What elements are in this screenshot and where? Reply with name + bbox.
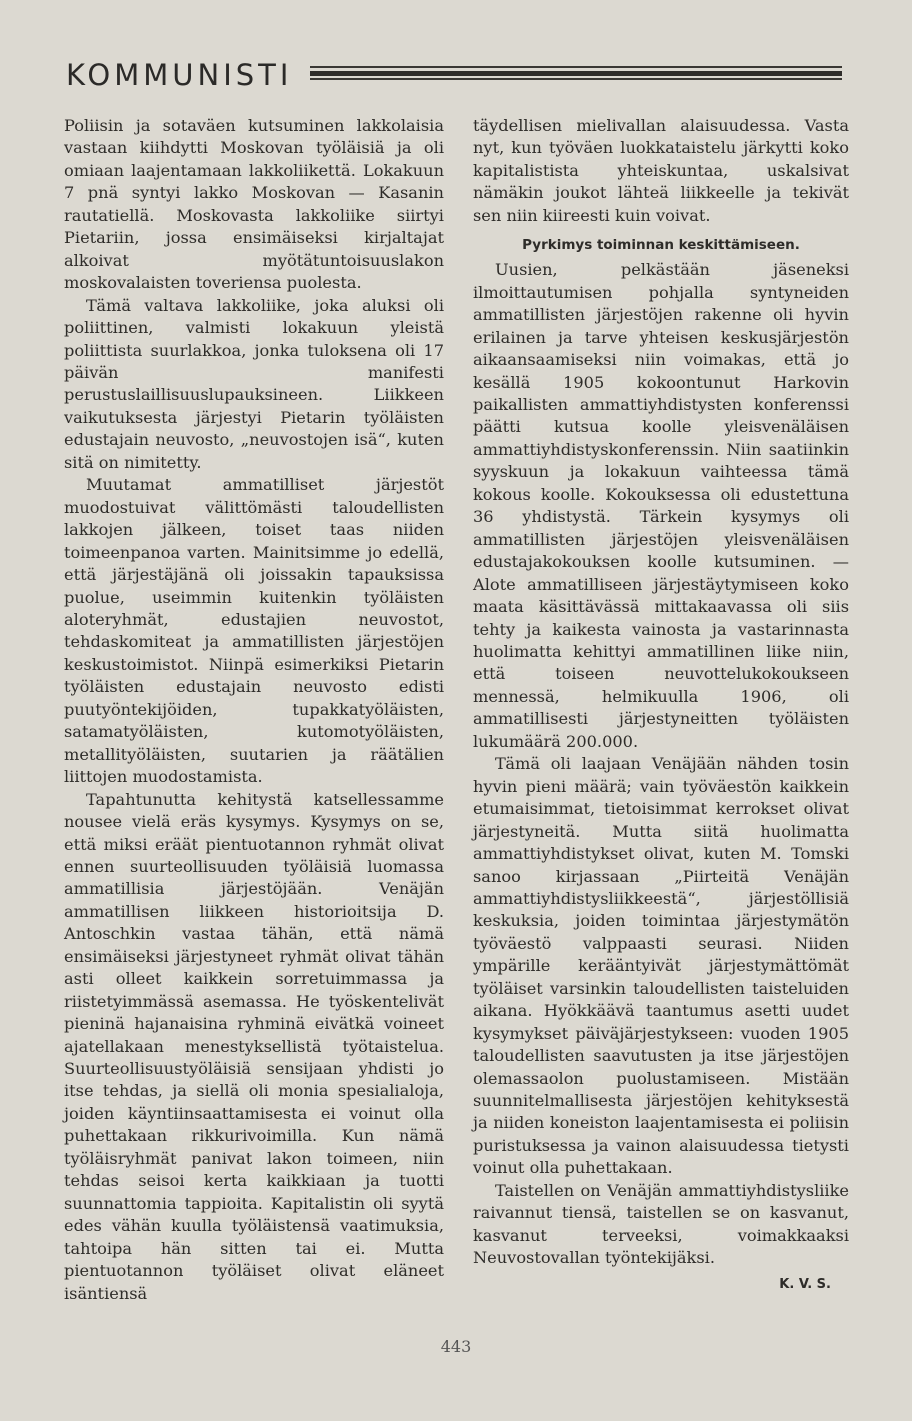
page-number: 443 <box>440 1337 472 1356</box>
paragraph: Taistellen on Venäjän ammattiyhdistysliike raivannut tiensä, taistellen se on kasvanut, kasvanut terveeksi, voimakkaaksi Neuvostovallan työntekijäksi. <box>473 1180 849 1268</box>
journal-title: KOMMUNISTI <box>66 58 293 92</box>
paragraph: Poliisin ja sotaväen kutsuminen lakkolaisia vastaan kiihdytti Moskovan työläisiä ja oli omiaan laajentamaan lakkoliikettä. Lokakuun 7 pnä syntyi lakko Moskovan — Kasanin rautatiellä. Moskovasta lakkoliike siirtyi Pietariin, jossa ensimäiseksi kirjaltajat alkoivat myötätuntoisuuslakon moskovalaisten toveriensa puolesta. <box>64 116 444 293</box>
header-rule <box>310 66 842 82</box>
paragraph: Uusien, pelkästään jäseneksi ilmoittautumisen pohjalla syntyneiden ammatillisten järjestöjen rakenne oli hyvin erilainen ja tarve yhteisen keskusjärjestön aikaansaamiseksi niin voimakas, että jo kesällä 1905 kokoontunut Harkovin paikallisten ammattiyhdistysten konferenssi päätti kutsua koolle yleisvenäläisen ammattiyhdistyskonferenssin. Niin saatiinkin syyskuun ja lokakuun vaihteessa tämä kokous koolle. Kokouksessa oli edustettuna 36 yhdistystä. Tärkein kysymys oli ammatillisten järjestöjen yleisvenäläisen edustajakokouksen koolle kutsuminen. — Alote ammatilliseen järjestäytymiseen koko maata käsittävässä mittakaavassa oli siis tehty ja kaikesta vainosta ja vastarinnasta huolimatta kehittyi ammatillinen liike niin, että toiseen neuvottelukokoukseen mennessä, helmikuulla 1906, oli ammatillisesti järjestyneitten työläisten lukumäärä 200.000. <box>473 260 849 751</box>
page-header <box>66 52 842 96</box>
paragraph: Tämä oli laajaan Venäjään nähden tosin hyvin pieni määrä; vain työväestön kaikkein etumaisimmat, tietoisimmat kerrokset olivat järjestyneitä. Mutta siitä huolimatta ammattiyhdistykset olivat, kuten M. Tomski sanoo kirjassaan „Piirteitä Venäjän ammattiyhdistysliikkeestä“, järjestöllisiä keskuksia, joiden toimintaa järjestymätön työväestö valppaasti seurasi. Niiden ympärille kerääntyivät järjestymättömät työläiset varsinkin taloudellisten taisteluiden aikana. Hyökkäävä taantumus asetti uudet kysymykset päiväjärjestykseen: vuoden 1905 taloudellisten saavutusten ja itse järjestöjen olemassaolon puolustamiseen. Mistään suunnitelmallisesta järjestöjen kehityksestä ja niiden koneiston laajentamisesta ei poliisin puristuksessa ja vainon alaisuudessa tietysti voinut olla puhettakaan. <box>473 754 849 1178</box>
author-signature: K. V. S. <box>779 1276 831 1292</box>
section-heading: Pyrkimys toiminnan keskittämiseen. <box>522 237 800 254</box>
paragraph: Tämä valtava lakkoliike, joka aluksi oli poliittinen, valmisti lokakuun yleistä poliittista suurlakkoa, jonka tuloksena oli 17 päivän manifesti perustuslaillisuuslupauksineen. Liikkeen vaikutuksesta järjestyi Pietarin työläisten edustajain neuvosto, „neuvostojen isä“, kuten sitä on nimitetty. <box>64 295 444 472</box>
right-column <box>473 115 849 1296</box>
paragraph: Muutamat ammatilliset järjestöt muodostuivat välittömästi taloudellisten lakkojen jälkeen, toiset taas niiden toimeenpanoa varten. Mainitsimme jo edellä, että järjestäjänä oli joissakin tapauksissa puolue, useimmin kuitenkin työläisten aloteryhmät, edustajien neuvostot, tehdaskomiteat ja ammatillisten järjestöjen keskustoimistot. Niinpä esimerkiksi Pietarin työläisten edustajain neuvosto edisti puutyöntekijöiden, tupakkatyöläisten, satamatyöläisten, kutomotyöläisten, metallityöläisten, suutarien ja räätälien liittojen muodostamista. <box>64 475 444 787</box>
left-column <box>64 115 444 1305</box>
paragraph: täydellisen mielivallan alaisuudessa. Vasta nyt, kun työväen luokkataistelu järkytti koko kapitalistista yhteiskuntaa, uskalsivat nämäkin joukot lähteä liikkeelle ja tekivät sen niin kiireesti kuin voivat. <box>473 116 849 225</box>
paragraph: Tapahtunutta kehitystä katsellessamme nousee vielä eräs kysymys. Kysymys on se, että miksi eräät pientuotannon ryhmät olivat ennen suurteollisuuden työläisiä luomassa ammatillisia järjestöjään. Venäjän ammatillisen liikkeen historioitsija D. Antoschkin vastaa tähän, että nämä ensimäiseksi järjestyneet ryhmät olivat tähän asti olleet kaikkein sorretuimmassa ja riistetyimmässä asemassa. He työskentelivät pieninä hajanaisina ryhminä eivätkä voineet ajatellakaan menestyksellistä työtaistelua. Suurteollisuustyöläisiä sensijaan yhdisti jo itse tehdas, ja siellä oli monia spesialialoja, joiden käyntiinsaattamisesta ei voinut olla puhettakaan rikkurivoimilla. Kun nämä työläisryhmät panivat lakon toimeen, niin tehdas seisoi kerta kaikkiaan ja tuotti suunnattomia tappioita. Kapitalistin oli syytä edes vähän kuulla työläistensä vaatimuksia, tahtoipa hän sitten tai ei. Mutta pientuotannon työläiset olivat eläneet isäntiensä <box>64 789 444 1303</box>
